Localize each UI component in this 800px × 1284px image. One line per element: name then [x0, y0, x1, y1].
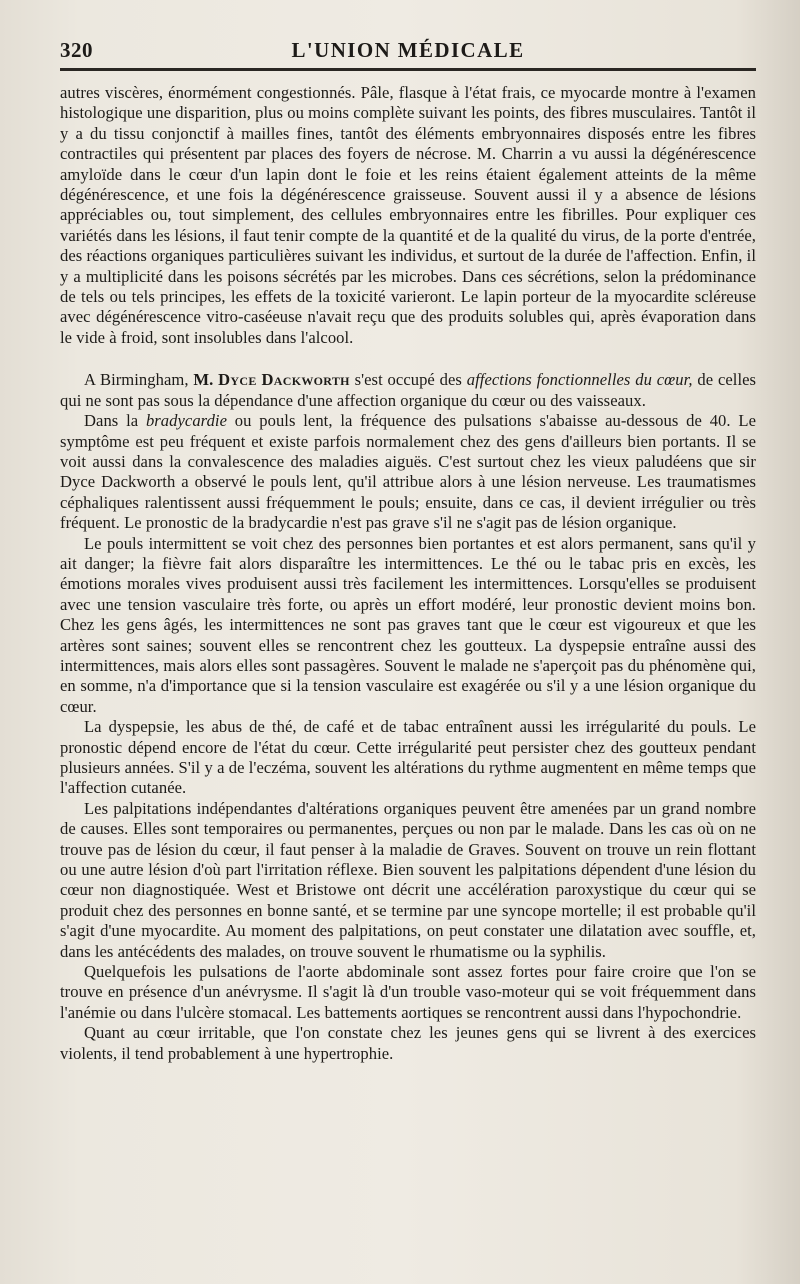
paragraph-4: Le pouls intermittent se voit chez des personnes bien portantes et est alors permanent, sans qu'il y ait danger; la fièvre fait alors disparaître les intermittences. Le thé ou le tabac pris en excès, les émotions morales vives produisent aussi très facilement les intermittences. Lorsqu'elles se produisent avec une tension vasculaire très forte, ou après un effort modéré, leur pronostic devient moins bon. Chez les gens âgés, les intermittences ne sont pas graves tant que le cœur est vigoureux et que les artères sont saines; souvent elles se rencontrent chez les goutteux. La dyspepsie entraîne aussi des intermittences, mais alors elles sont passagères. Souvent le malade ne s'aperçoit pas du phénomène qui, en somme, n'a d'importance que si la tension vasculaire est exagérée ou s'il y a une lésion organique du cœur. — [60, 533, 756, 716]
author-first-name: Dyce — [218, 370, 257, 390]
paragraph-5: La dyspepsie, les abus de thé, de café et de tabac entraînent aussi les irrégularité du pouls. Le pronostic dépend encore de l'état du cœur. Cette irrégularité peut persister chez des goutteux pendant plusieurs années. S'il y a de l'eczéma, souvent les altérations du rythme augmentent en même temps que l'affection cutanée. — [60, 717, 756, 798]
topic-title: affections fonctionnelles du cœur, — [466, 370, 693, 390]
paragraph-2-mid: s'est occupé des — [349, 370, 467, 390]
author-title: M. — [193, 370, 214, 390]
paragraph-2-rest: de celles qui ne sont pas sous la dépendance d'une affection organique du cœur ou des vaisseaux. — [60, 370, 757, 410]
running-title: L'UNION MÉDICALE — [291, 38, 525, 62]
paragraph-3-rest: ou pouls lent, la fréquence des pulsations s'abaisse au-dessous de 40. Le symptôme est peu fréquent et existe parfois normalement chez des gens d'ailleurs bien portants. Il se voit aussi dans la convalescence des maladies aiguës. C'est surtout chez les vieux paludéens que sir Dyce Dackworth a observé le pouls lent, qu'il attribue alors à une lésion nerveuse. Les traumatismes céphaliques ralentissent aussi fréquemment le pouls; ensuite, dans ce cas, il devient irrégulier ou très fréquent. Le pronostic de la bradycardie n'est pas grave s'il ne s'agit pas de lésion organique. — [60, 411, 756, 533]
paragraph-2 — [60, 370, 756, 411]
paragraph-3-intro: Dans la — [84, 411, 146, 431]
paragraph-2-intro: A Birmingham, — [84, 370, 194, 390]
paragraph-3 — [60, 411, 756, 533]
author-last-name: Dackworth — [261, 370, 350, 390]
paragraph-1: autres viscères, énormément congestionnés. Pâle, flasque à l'état frais, ce myocarde montre à l'examen histologique une disparition, plus ou moins complète suivant les points, des fibres musculaires. Tantôt il y a du tissu conjonctif à mailles fines, tantôt des éléments embryonnaires disposés entre les fibres contractiles qui présentent par places des foyers de nécrose. M. Charrin a vu aussi la dégénérescence amyloïde dans le cœur d'un lapin dont le foie et les reins étaient également atteints de la même dégénérescence, et une fois la dégénérescence graisseuse. Souvent aussi il y a absence de lésions appréciables ou, tout simplement, des cellules embryonnaires entre les fibrilles. Pour expliquer ces variétés dans les lésions, il faut tenir compte de la quantité et de la qualité du virus, de la porte d'entrée, des réactions organiques particulières suivant les individus, et surtout de la durée de l'affection. Enfin, il y a multiplicité dans les poisons sécrétés par les microbes. Dans ces sécrétions, selon la prédominance de tels ou tels principes, les effets de la toxicité varieront. Le lapin porteur de la myocardite scléreuse avec dégénérescence vitro-caséeuse n'avait reçu que des produits solubles qui, après évaporation dans le vide à froid, sont insolubles dans l'alcool. — [60, 83, 756, 347]
paragraph-7: Quelquefois les pulsations de l'aorte abdominale sont assez fortes pour faire croire que l'on se trouve en présence d'un anévrysme. Il s'agit là d'un trouble vaso-moteur qui se voit fréquemment dans l'anémie ou dans l'ulcère stomacal. Les battements aortiques se rencontrent aussi dans l'hypochondrie. — [60, 962, 756, 1022]
page-number: 320 — [60, 38, 93, 62]
bradycardie-term: bradycardie — [145, 411, 227, 431]
page-header — [60, 38, 756, 71]
article-body — [60, 83, 756, 1064]
paragraph-6: Les palpitations indépendantes d'altérations organiques peuvent être amenées par un grand nombre de causes. Elles sont temporaires ou permanentes, perçues ou non par le malade. Dans les cas où on ne trouve pas de lésion du cœur, il faut penser à la maladie de Graves. Souvent on trouve un rein flottant ou une autre lésion d'où part l'irritation réflexe. Bien souvent les palpitations dépendent d'une lésion du cœur non diagnostiquée. West et Bristowe ont décrit une accélération paroxystique du cœur qui se produit chez des personnes en bonne santé, et se termine par une syncope mortelle; il est probable qu'il s'agit d'une myocardite. Au moment des palpitations, on peut constater une dilatation avec souffle, et, dans les antécédents des malades, on trouve souvent le rhumatisme ou la syphilis. — [60, 798, 756, 961]
paragraph-8: Quant au cœur irritable, que l'on constate chez les jeunes gens qui se livrent à des exercices violents, il tend probablement à une hypertrophie. — [60, 1023, 756, 1063]
